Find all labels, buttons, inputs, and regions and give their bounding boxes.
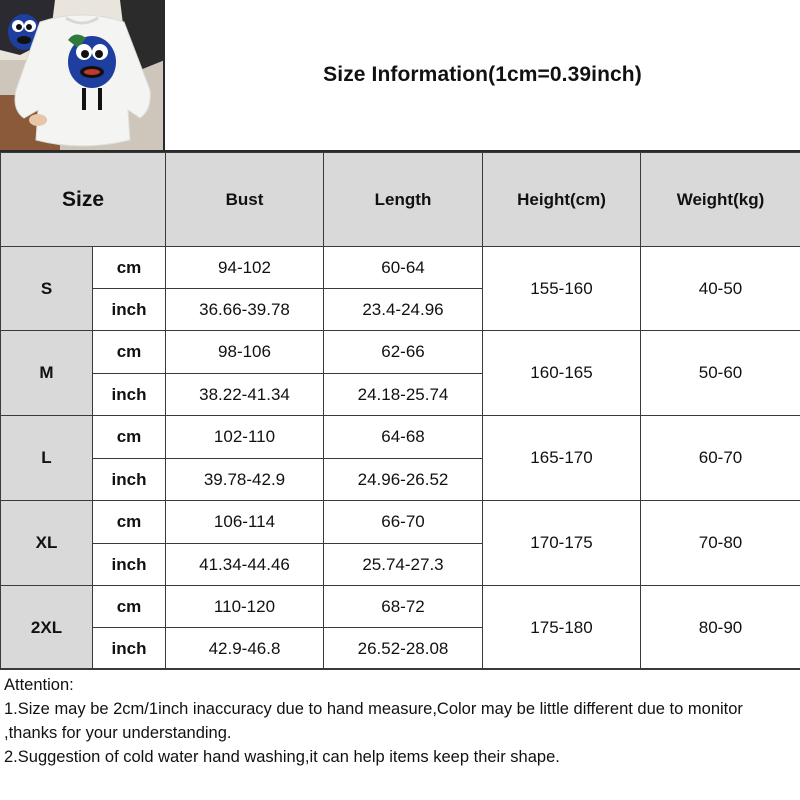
length-inch: 23.4-24.96 <box>324 289 483 331</box>
bust-cm: 106-114 <box>166 501 324 544</box>
chart-title: Size Information(1cm=0.39inch) <box>323 63 642 86</box>
unit-label: cm <box>93 247 166 289</box>
bust-inch: 36.66-39.78 <box>166 289 324 331</box>
length-inch: 25.74-27.3 <box>324 544 483 586</box>
column-header-length: Length <box>324 153 483 247</box>
size-table <box>0 152 800 670</box>
weight-value: 60-70 <box>641 416 800 501</box>
notes-heading: Attention: <box>4 676 74 694</box>
title-cell <box>165 0 800 152</box>
unit-label: cm <box>93 586 166 628</box>
product-photo <box>0 0 165 152</box>
bust-inch: 38.22-41.34 <box>166 374 324 416</box>
unit-label: inch <box>93 459 166 501</box>
height-value: 175-180 <box>483 586 641 670</box>
table-row <box>1 501 800 544</box>
length-inch: 24.18-25.74 <box>324 374 483 416</box>
bust-cm: 102-110 <box>166 416 324 459</box>
table-row <box>1 331 800 374</box>
bust-inch: 41.34-44.46 <box>166 544 324 586</box>
column-header-weight: Weight(kg) <box>641 153 800 247</box>
header-row <box>1 153 800 247</box>
attention-notes <box>0 668 800 800</box>
column-header-size: Size <box>1 153 166 247</box>
weight-value: 70-80 <box>641 501 800 586</box>
size-label: XL <box>1 501 93 586</box>
unit-label: inch <box>93 628 166 670</box>
length-cm: 66-70 <box>324 501 483 544</box>
column-header-bust: Bust <box>166 153 324 247</box>
table-row <box>1 416 800 459</box>
height-value: 155-160 <box>483 247 641 331</box>
table-row <box>1 586 800 628</box>
size-label: L <box>1 416 93 501</box>
unit-label: cm <box>93 331 166 374</box>
length-inch: 26.52-28.08 <box>324 628 483 670</box>
length-cm: 64-68 <box>324 416 483 459</box>
size-label: M <box>1 331 93 416</box>
length-cm: 60-64 <box>324 247 483 289</box>
unit-label: inch <box>93 289 166 331</box>
unit-label: cm <box>93 501 166 544</box>
length-inch: 24.96-26.52 <box>324 459 483 501</box>
length-cm: 62-66 <box>324 331 483 374</box>
table-row <box>1 247 800 289</box>
bust-cm: 94-102 <box>166 247 324 289</box>
length-cm: 68-72 <box>324 586 483 628</box>
unit-label: cm <box>93 416 166 459</box>
weight-value: 50-60 <box>641 331 800 416</box>
note-line-1: 1.Size may be 2cm/1inch inaccuracy due to hand measure,Color may be little different due to monitor ,thanks for your understanding. <box>4 700 743 742</box>
column-header-height: Height(cm) <box>483 153 641 247</box>
unit-label: inch <box>93 374 166 416</box>
size-label: 2XL <box>1 586 93 670</box>
height-value: 165-170 <box>483 416 641 501</box>
bust-inch: 39.78-42.9 <box>166 459 324 501</box>
weight-value: 40-50 <box>641 247 800 331</box>
height-value: 160-165 <box>483 331 641 416</box>
sweatshirt-image-icon <box>0 0 165 152</box>
height-value: 170-175 <box>483 501 641 586</box>
bust-inch: 42.9-46.8 <box>166 628 324 670</box>
bust-cm: 98-106 <box>166 331 324 374</box>
weight-value: 80-90 <box>641 586 800 670</box>
size-label: S <box>1 247 93 331</box>
bust-cm: 110-120 <box>166 586 324 628</box>
unit-label: inch <box>93 544 166 586</box>
note-line-2: 2.Suggestion of cold water hand washing,it can help items keep their shape. <box>4 748 560 766</box>
